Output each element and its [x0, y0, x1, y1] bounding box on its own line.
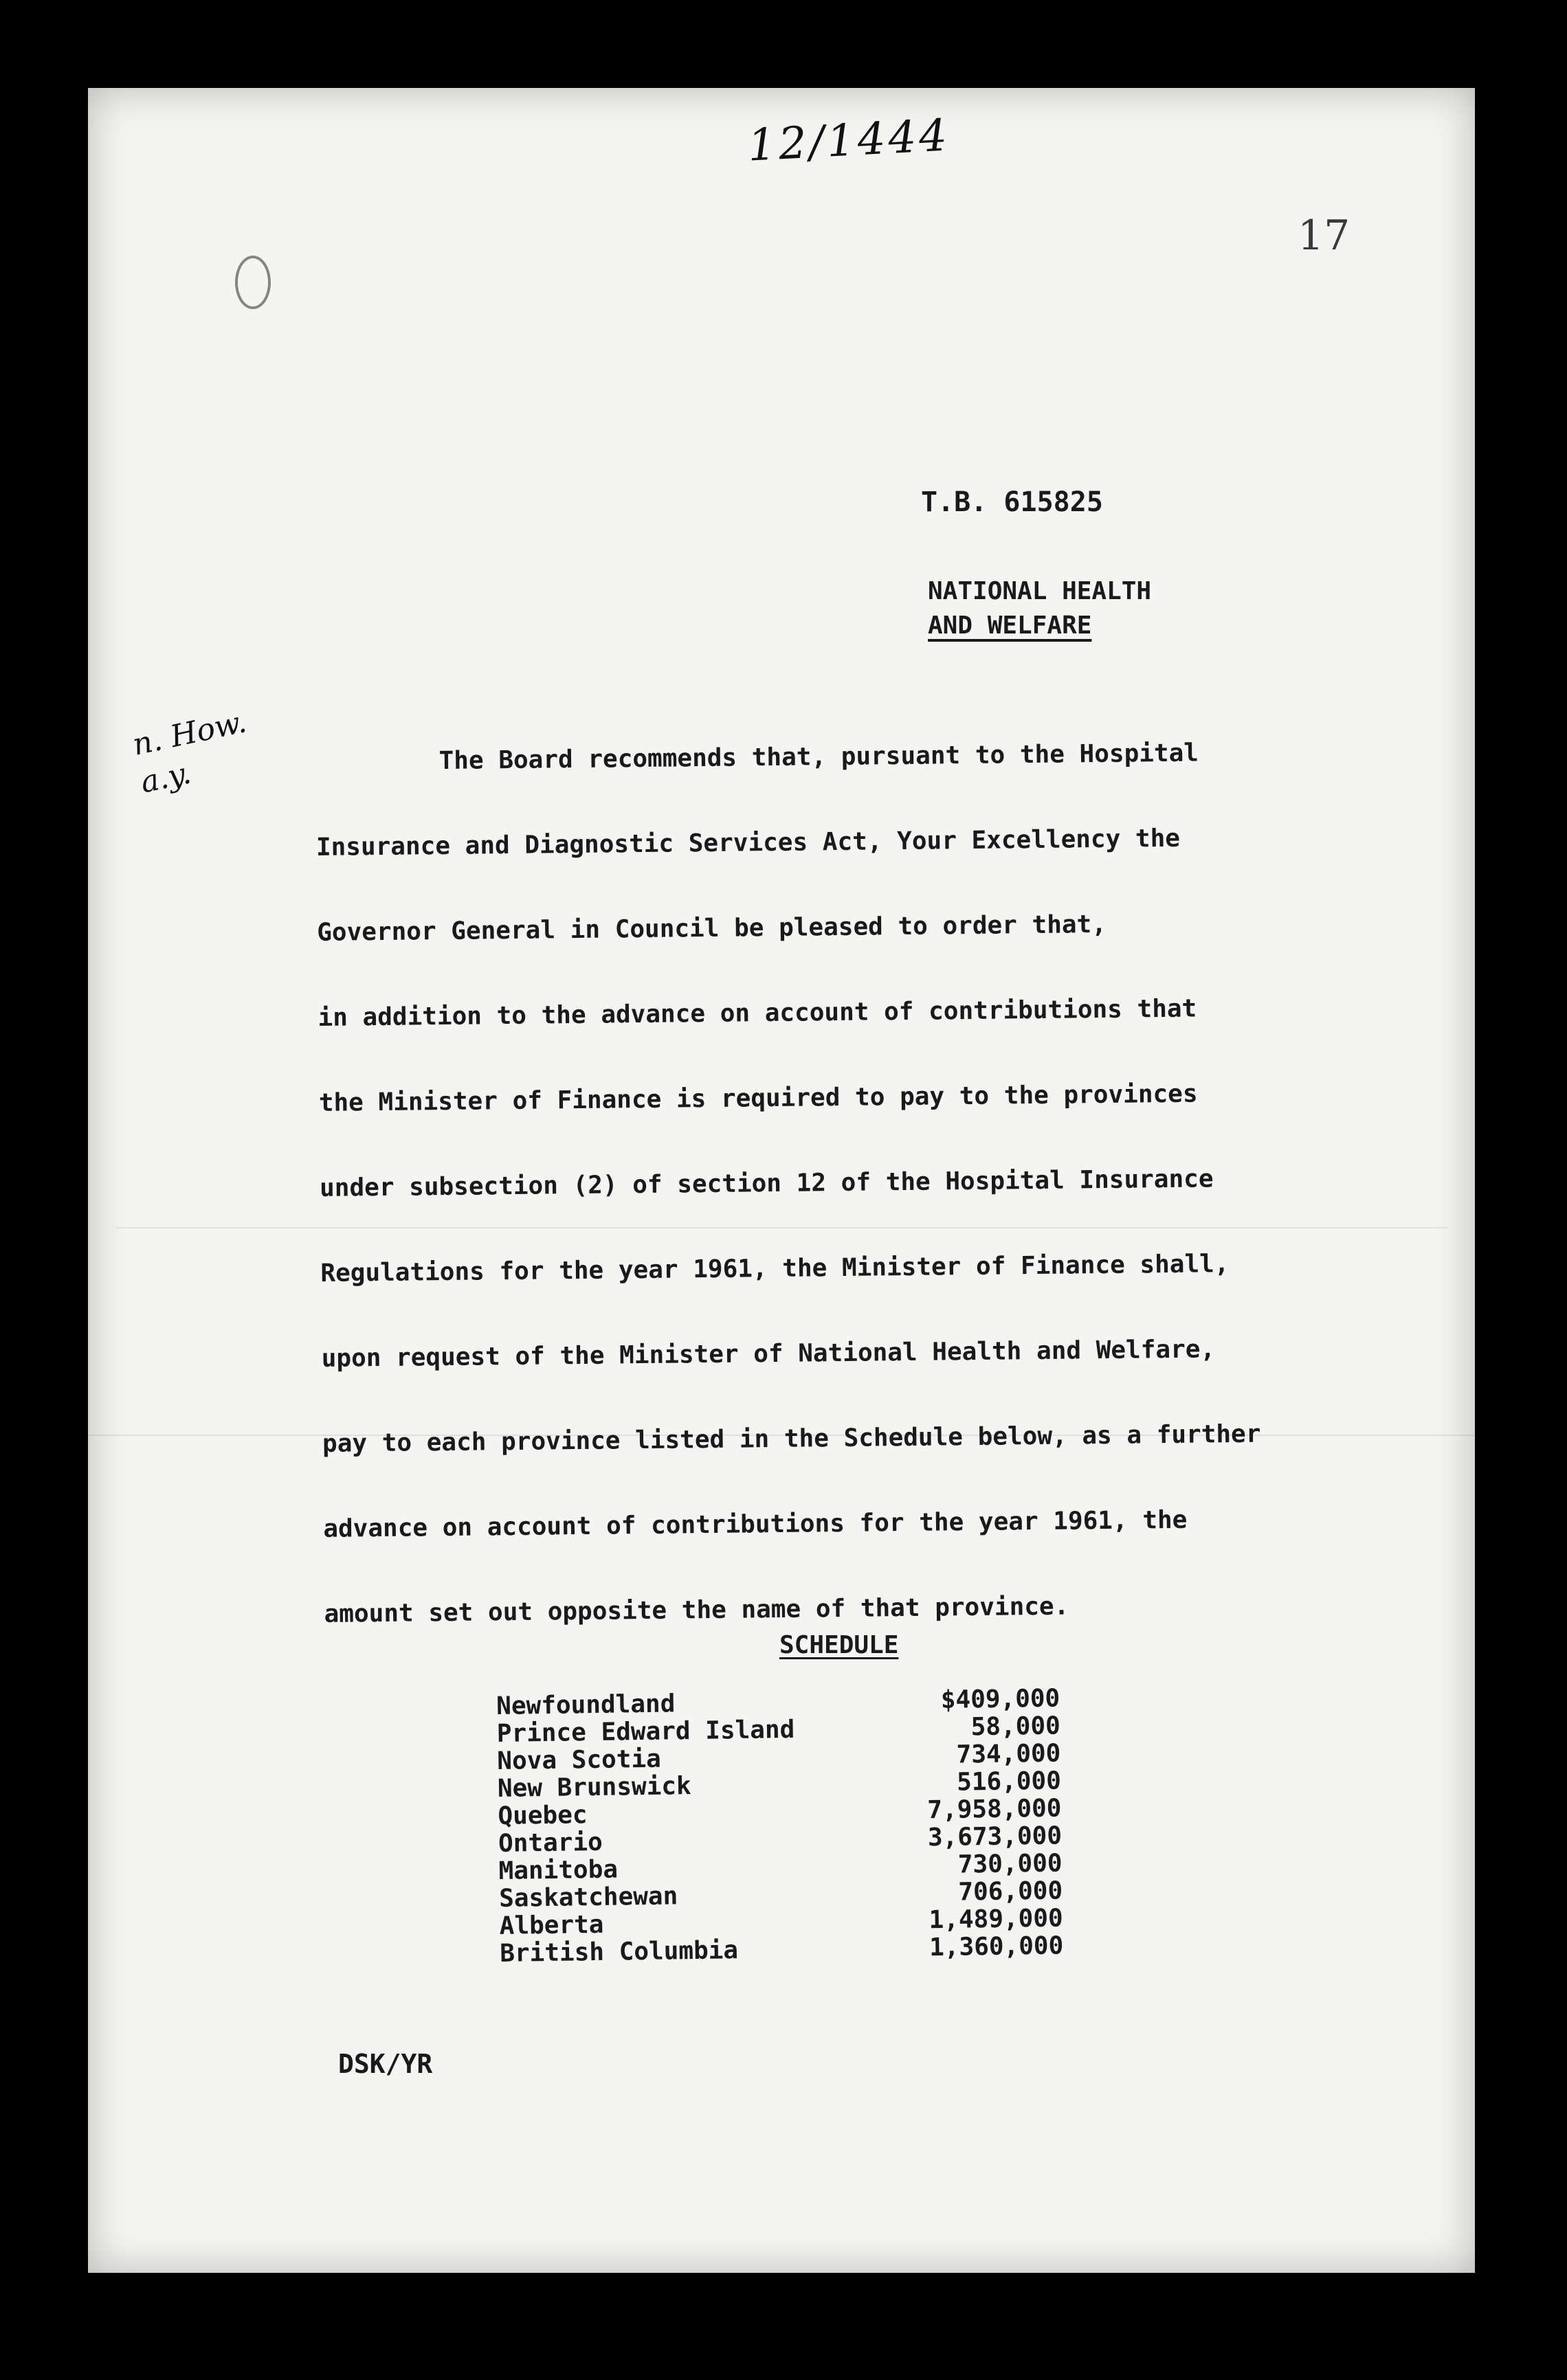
province-amount: 58,000 — [970, 1711, 1061, 1742]
body-line: Governor General in Council be pleased to order that, — [317, 910, 1107, 947]
schedule-heading: SCHEDULE — [779, 1631, 899, 1659]
department-heading — [928, 574, 1151, 643]
reference-initials: DSK/YR — [338, 2049, 433, 2079]
handwritten-file-number: 12/1444 — [746, 110, 951, 172]
recommendation-text — [315, 708, 1452, 1657]
province-amount: 7,958,000 — [927, 1794, 1062, 1825]
province-amount: 1,489,000 — [929, 1904, 1063, 1935]
margin-initials-line-1: n. How. — [129, 704, 249, 763]
province-name: British Columbia — [500, 1936, 739, 1968]
province-amount: 1,360,000 — [929, 1931, 1064, 1962]
body-line: in addition to the advance on account of contributions that — [318, 994, 1197, 1032]
department-line-2: AND WELFARE — [928, 611, 1092, 640]
department-line-1: NATIONAL HEALTH — [928, 577, 1152, 605]
province-name: Quebec — [498, 1801, 588, 1830]
page-number: 17 — [1298, 212, 1351, 260]
body-line: the Minister of Finance is required to pay to the provinces — [318, 1079, 1198, 1117]
body-line: advance on account of contributions for the year 1961, the — [323, 1505, 1188, 1543]
province-name: Saskatchewan — [498, 1882, 678, 1913]
body-line: Regulations for the year 1961, the Minister of Finance shall, — [320, 1250, 1230, 1288]
body-line: amount set out opposite the name of that province. — [324, 1592, 1069, 1628]
document-page — [88, 88, 1475, 2273]
province-name: Prince Edward Island — [496, 1715, 795, 1748]
schedule-table — [496, 1685, 1064, 1968]
treasury-board-number: T.B. 615825 — [921, 486, 1103, 518]
province-name: Manitoba — [498, 1855, 619, 1885]
punch-hole-mark — [235, 256, 271, 309]
province-name: New Brunswick — [497, 1772, 691, 1803]
province-name: Nova Scotia — [497, 1744, 662, 1775]
province-name: Ontario — [498, 1828, 603, 1858]
province-amount: 734,000 — [956, 1739, 1061, 1769]
province-amount: 516,000 — [956, 1766, 1062, 1797]
province-name: Alberta — [499, 1910, 604, 1940]
province-amount: 706,000 — [958, 1876, 1063, 1907]
province-amount: $409,000 — [940, 1684, 1060, 1714]
body-line: Insurance and Diagnostic Services Act, Your Excellency the — [315, 824, 1181, 862]
province-amount: 730,000 — [957, 1849, 1063, 1879]
body-line: upon request of the Minister of National Health and Welfare, — [321, 1335, 1216, 1373]
province-amount: 3,673,000 — [927, 1821, 1063, 1852]
body-line: pay to each province listed in the Schedule below, as a further — [322, 1419, 1261, 1458]
margin-initials-line-2: a.y. — [137, 755, 195, 800]
province-name: Newfoundland — [496, 1689, 676, 1720]
body-line: The Board recommends that, pursuant to the Hospital — [438, 739, 1199, 776]
margin-initials — [129, 703, 258, 802]
body-line: under subsection (2) of section 12 of the Hospital Insurance — [319, 1165, 1214, 1202]
